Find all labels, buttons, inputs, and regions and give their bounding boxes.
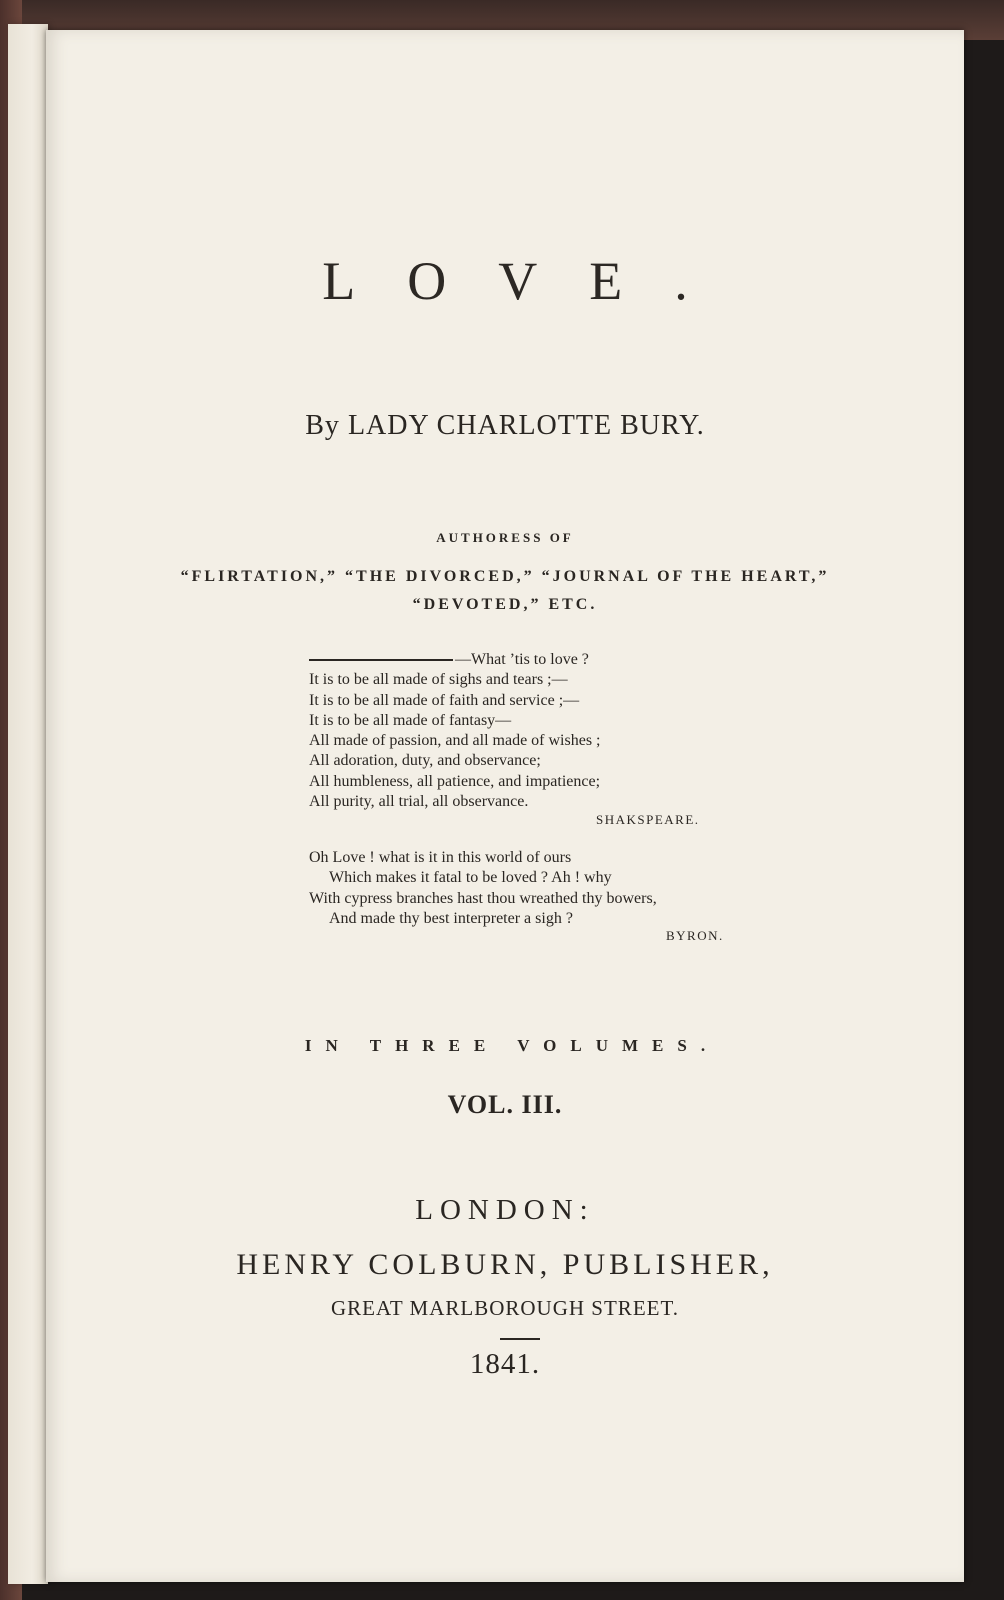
epigraph-line: Oh Love ! what is it in this world of ours [309,849,572,866]
epigraph-line: All made of passion, and all made of wishes ; [309,732,601,750]
epigraph-line-text: —What ’tis to love ? [455,651,589,668]
imprint-city: LONDON: [415,1194,595,1226]
epigraph-line: It is to be all made of sighs and tears ;— [309,671,568,689]
byline [46,410,964,442]
divider-rule [500,1338,540,1340]
title-page [46,30,964,1582]
epigraph-byron [309,848,657,929]
epigraph-line: All humbleness, all patience, and impatience; [309,772,601,790]
previous-works-line-1: “FLIRTATION,” “THE DIVORCED,” “JOURNAL OF THE HEART,” [180,568,830,585]
epigraph-line: And made thy best interpreter a sigh ? [329,909,573,927]
epigraph-dash-rule [309,659,453,661]
epigraph-line: It is to be all made of fantasy— [309,711,512,729]
volumes-note: IN THREE VOLUMES. [304,1036,720,1055]
imprint-publisher: HENRY COLBURN, PUBLISHER, [236,1248,774,1281]
endpaper [8,24,48,1584]
publication-year: 1841. [469,1348,541,1380]
epigraph-line: All adoration, duty, and observance; [309,752,541,770]
imprint-street: GREAT MARLBOROUGH STREET. [331,1296,679,1320]
epigraph-line: All purity, all trial, all observance. [309,793,529,811]
byline-by: By [305,410,340,441]
epigraph-line [309,650,601,670]
attribution-byron: BYRON. [666,928,724,943]
book-title: LOVE. [322,251,740,311]
attribution-shakspeare: SHAKSPEARE. [596,812,700,827]
epigraph-shakespeare [309,650,601,812]
epigraph-line: With cypress branches hast thou wreathed thy bowers, [309,889,657,907]
previous-works-line-2: “DEVOTED,” ETC. [412,596,598,613]
epigraph-line: Which makes it fatal to be loved ? Ah ! why [329,869,612,887]
epigraph-line: It is to be all made of faith and service ;— [309,691,580,709]
volume-number: VOL. III. [447,1090,563,1119]
byline-author: LADY CHARLOTTE BURY. [347,410,705,441]
authoress-label: AUTHORESS OF [436,530,574,545]
